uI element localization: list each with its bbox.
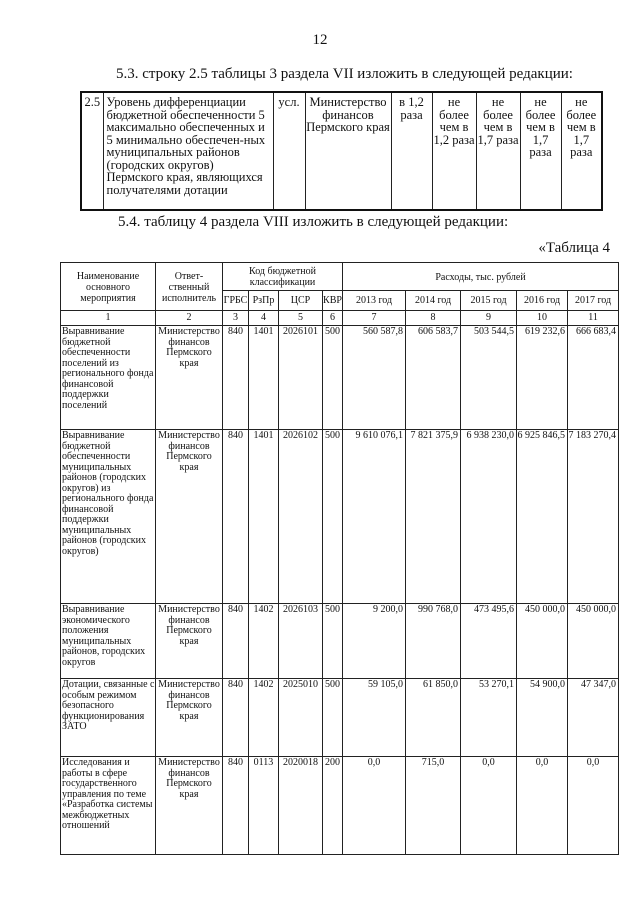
header-rzpr: РзПр — [249, 291, 279, 311]
row-value: 0,0 — [517, 757, 568, 855]
header-expenses: Расходы, тыс. рублей — [343, 263, 619, 291]
row-name: Исследования и работы в сфере государственного управления по теме «Разработка системы межбюджетных отношений — [61, 757, 156, 855]
header-year: 2015 год — [461, 291, 517, 311]
row-value: 7 821 375,9 — [406, 430, 461, 604]
row-value: 450 000,0 — [568, 604, 619, 679]
row-executor: Министерство финансов Пермского края — [156, 757, 223, 855]
indicator-unit: усл. — [273, 92, 305, 210]
column-number: 2 — [156, 311, 223, 326]
table-row — [61, 679, 619, 757]
row-name: Выравнивание бюджетной обеспеченности муниципальных районов (городских округов) из регионального фонда финансовой поддержки муниципальных районов (городских округов) — [61, 430, 156, 604]
header-year: 2014 год — [406, 291, 461, 311]
table-row — [61, 430, 619, 604]
header-executor: Ответ-ственный исполнитель — [156, 263, 223, 311]
indicator-value: не более чем в 1,2 раза — [432, 92, 476, 210]
table-caption: «Таблица 4 — [538, 240, 610, 256]
row-value: 473 495,6 — [461, 604, 517, 679]
header-year: 2013 год — [343, 291, 406, 311]
row-name: Дотации, связанные с особым режимом безопасного функционирования ЗАТО — [61, 679, 156, 757]
row-executor: Министерство финансов Пермского края — [156, 430, 223, 604]
indicator-executor: Министерство финансов Пермского края — [305, 92, 391, 210]
row-name: Выравнивание бюджетной обеспеченности поселений из регионального фонда финансовой поддержки поселений — [61, 326, 156, 430]
header-year: 2017 год — [568, 291, 619, 311]
row-grbs: 840 — [223, 604, 249, 679]
row-value: 61 850,0 — [406, 679, 461, 757]
expenses-table — [60, 262, 619, 855]
row-rzpr: 1401 — [249, 326, 279, 430]
row-kvr: 500 — [323, 326, 343, 430]
row-value: 990 768,0 — [406, 604, 461, 679]
indicator-value: не более чем в 1,7 раза — [520, 92, 561, 210]
column-number: 6 — [323, 311, 343, 326]
row-value: 9 200,0 — [343, 604, 406, 679]
indicator-table — [80, 91, 603, 211]
table-row — [61, 757, 619, 855]
row-value: 6 938 230,0 — [461, 430, 517, 604]
row-value: 0,0 — [343, 757, 406, 855]
row-value: 0,0 — [568, 757, 619, 855]
header-kvr: КВР — [323, 291, 343, 311]
row-csr: 2020018 — [279, 757, 323, 855]
column-number-row — [61, 311, 619, 326]
row-grbs: 840 — [223, 757, 249, 855]
row-grbs: 840 — [223, 326, 249, 430]
indicator-number: 2.5 — [81, 92, 103, 210]
row-value: 47 347,0 — [568, 679, 619, 757]
indicator-value: не более чем в 1,7 раза — [561, 92, 602, 210]
row-value: 54 900,0 — [517, 679, 568, 757]
header-row — [61, 263, 619, 291]
row-value: 715,0 — [406, 757, 461, 855]
row-csr: 2026101 — [279, 326, 323, 430]
row-kvr: 500 — [323, 430, 343, 604]
row-name: Выравнивание экономического положения муниципальных районов, городских округов — [61, 604, 156, 679]
column-number: 11 — [568, 311, 619, 326]
column-number: 8 — [406, 311, 461, 326]
header-csr: ЦСР — [279, 291, 323, 311]
amendment-heading-5-3: 5.3. строку 2.5 таблицы 3 раздела VII изложить в следующей редакции: — [116, 66, 573, 82]
column-number: 9 — [461, 311, 517, 326]
row-rzpr: 1401 — [249, 430, 279, 604]
header-budget-code: Код бюджетной классификации — [223, 263, 343, 291]
row-value: 503 544,5 — [461, 326, 517, 430]
row-value: 59 105,0 — [343, 679, 406, 757]
row-value: 666 683,4 — [568, 326, 619, 430]
row-grbs: 840 — [223, 679, 249, 757]
row-value: 0,0 — [461, 757, 517, 855]
column-number: 10 — [517, 311, 568, 326]
row-rzpr: 1402 — [249, 679, 279, 757]
row-kvr: 500 — [323, 604, 343, 679]
row-value: 9 610 076,1 — [343, 430, 406, 604]
indicator-name: Уровень дифференциации бюджетной обеспеченности 5 максимально обеспеченных и 5 минимально обеспечен-ных муниципальных районов (городских округов) Пермского края, являющихся получателями дотации — [103, 92, 273, 210]
header-grbs: ГРБС — [223, 291, 249, 311]
row-value: 560 587,8 — [343, 326, 406, 430]
row-csr: 2025010 — [279, 679, 323, 757]
row-rzpr: 1402 — [249, 604, 279, 679]
row-value: 6 925 846,5 — [517, 430, 568, 604]
row-value: 450 000,0 — [517, 604, 568, 679]
table-row — [61, 326, 619, 430]
table-row — [61, 604, 619, 679]
indicator-value: в 1,2 раза — [391, 92, 432, 210]
amendment-heading-5-4: 5.4. таблицу 4 раздела VIII изложить в следующей редакции: — [118, 214, 509, 230]
column-number: 5 — [279, 311, 323, 326]
row-grbs: 840 — [223, 430, 249, 604]
row-value: 7 183 270,4 — [568, 430, 619, 604]
column-number: 1 — [61, 311, 156, 326]
row-value: 606 583,7 — [406, 326, 461, 430]
row-kvr: 500 — [323, 679, 343, 757]
column-number: 7 — [343, 311, 406, 326]
column-number: 3 — [223, 311, 249, 326]
row-kvr: 200 — [323, 757, 343, 855]
row-csr: 2026102 — [279, 430, 323, 604]
indicator-row — [81, 92, 602, 210]
header-name: Наименование основного мероприятия — [61, 263, 156, 311]
row-executor: Министерство финансов Пермского края — [156, 679, 223, 757]
page-number: 12 — [312, 32, 328, 48]
row-executor: Министерство финансов Пермского края — [156, 604, 223, 679]
header-year: 2016 год — [517, 291, 568, 311]
row-rzpr: 0113 — [249, 757, 279, 855]
row-executor: Министерство финансов Пермского края — [156, 326, 223, 430]
row-value: 619 232,6 — [517, 326, 568, 430]
row-value: 53 270,1 — [461, 679, 517, 757]
row-csr: 2026103 — [279, 604, 323, 679]
column-number: 4 — [249, 311, 279, 326]
indicator-value: не более чем в 1,7 раза — [476, 92, 520, 210]
